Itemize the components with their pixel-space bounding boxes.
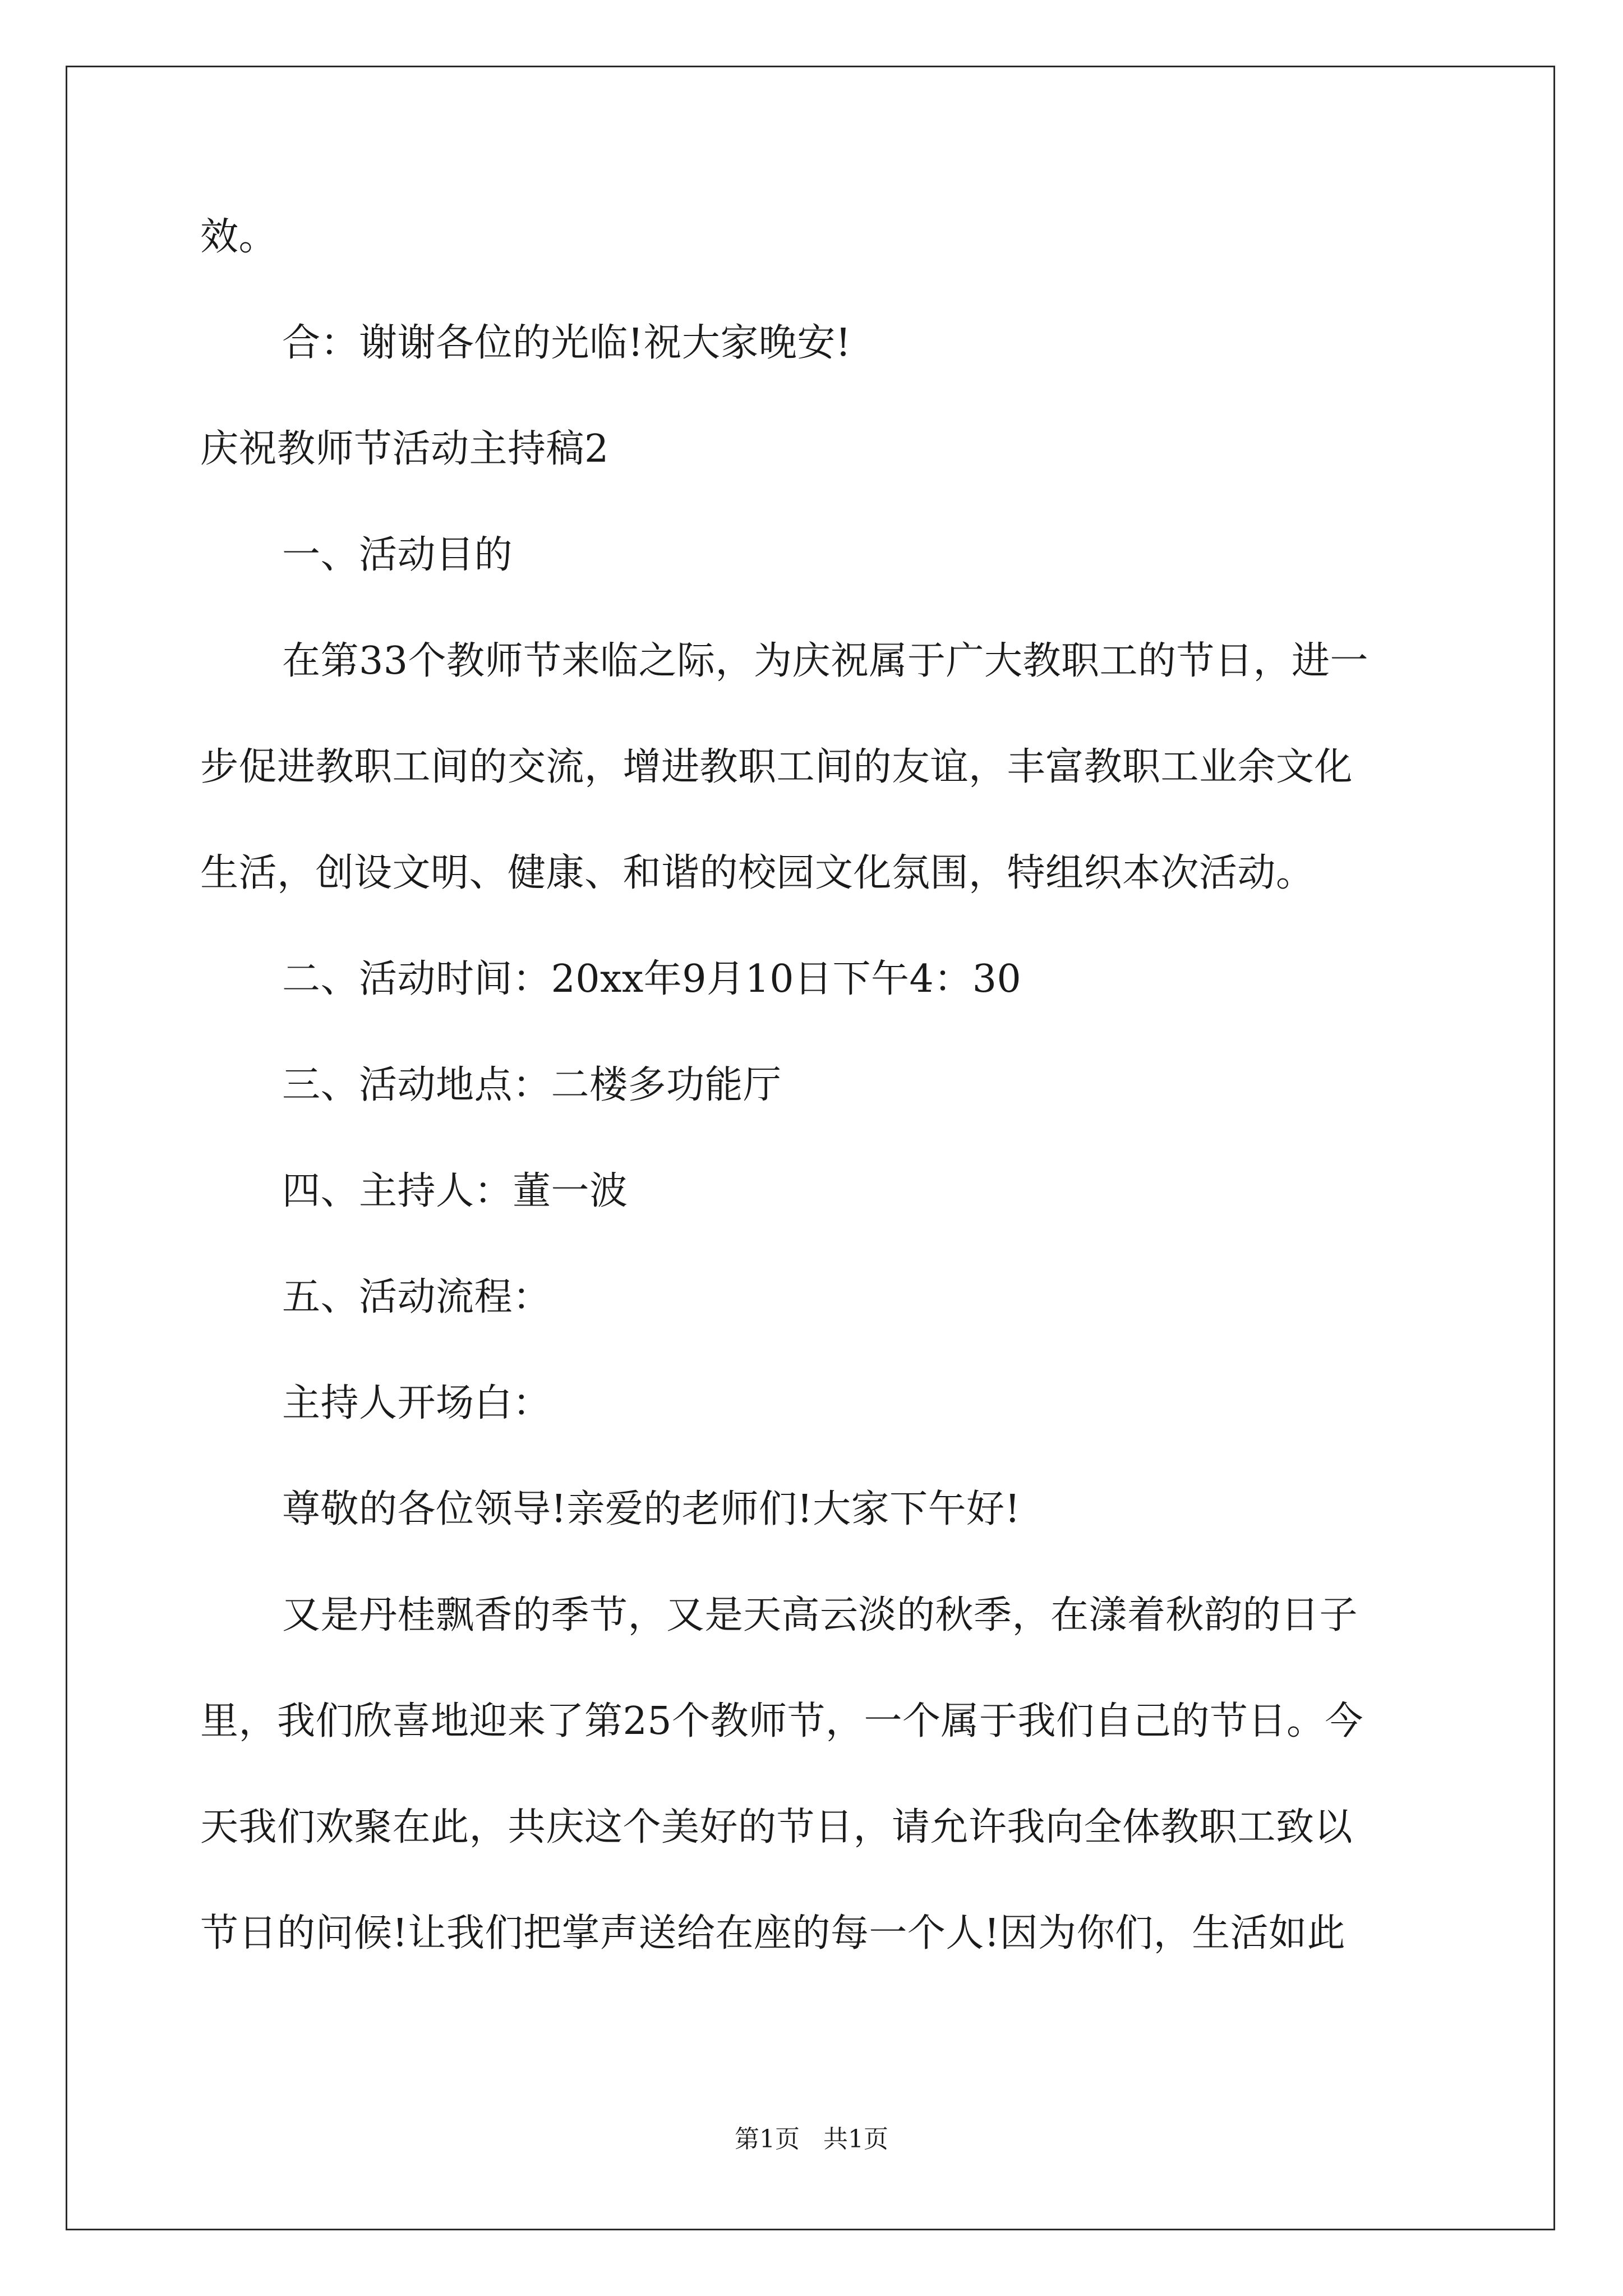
paragraph-line: 天我们欢聚在此，共庆这个美好的节日，请允许我向全体教职工致以 — [200, 1805, 1353, 1849]
paragraph-line: 主持人开场白： — [282, 1381, 551, 1425]
heading-process: 五、活动流程： — [282, 1275, 551, 1319]
paragraph-line: 生活，创设文明、健康、和谐的校园文化氛围，特组织本次活动。 — [200, 851, 1315, 895]
paragraph-line: 效。 — [200, 215, 278, 259]
page-footer: 第1页 共1页 — [735, 2125, 888, 2154]
paragraph-line: 在第33个教师节来临之际，为庆祝属于广大教职工的节日，进一 — [282, 639, 1369, 683]
paragraph-line: 又是丹桂飘香的季节，又是天高云淡的秋季，在漾着秋韵的日子 — [282, 1593, 1358, 1637]
paragraph-line: 里，我们欣喜地迎来了第25个教师节，一个属于我们自己的节日。今 — [200, 1699, 1364, 1743]
section-title: 庆祝教师节活动主持稿2 — [200, 427, 609, 471]
paragraph-line: 尊敬的各位领导!亲爱的老师们!大家下午好! — [282, 1487, 1021, 1531]
paragraph-line: 步促进教职工间的交流，增进教职工间的友谊，丰富教职工业余文化 — [200, 745, 1353, 789]
heading-host: 四、主持人：董一波 — [282, 1169, 628, 1213]
heading-purpose: 一、活动目的 — [282, 533, 513, 577]
heading-location: 三、活动地点：二楼多功能厅 — [282, 1063, 782, 1107]
heading-time: 二、活动时间：20xx年9月10日下午4：30 — [282, 957, 1022, 1001]
paragraph-line: 合：谢谢各位的光临!祝大家晚安! — [282, 321, 851, 365]
paragraph-line: 节日的问候!让我们把掌声送给在座的每一个人!因为你们，生活如此 — [200, 1911, 1346, 1955]
